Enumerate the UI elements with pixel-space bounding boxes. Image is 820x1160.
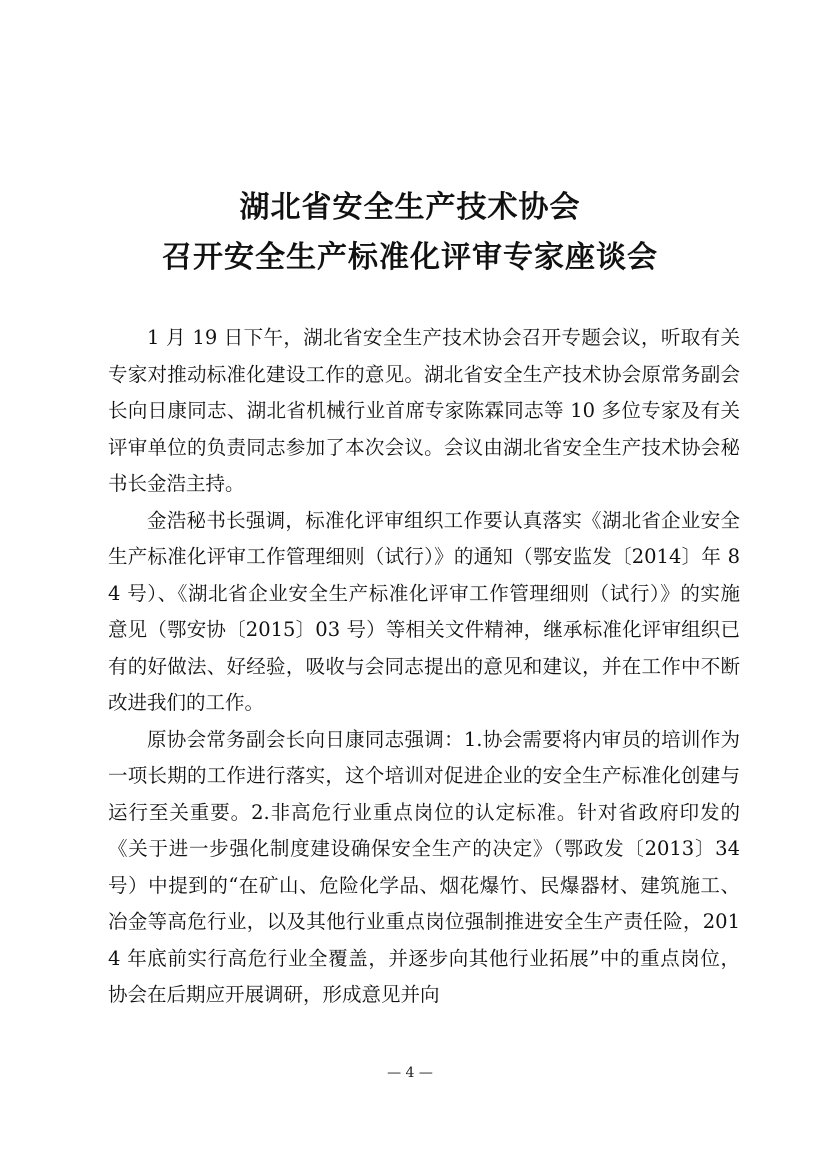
paragraph-1: 1 月 19 日下午，湖北省安全生产技术协会召开专题会议，听取有关专家对推动标准化建设工作的意见。湖北省安全生产技术协会原常务副会长向日康同志、湖北省机械行业首席专家陈霖同志等 10 多位专家及有关评审单位的负责同志参加了本次会议。会议由湖北省安全生产技术协会秘书长金浩主持。 (108, 326, 740, 495)
paragraph-3: 原协会常务副会长向日康同志强调：1.协会需要将内审员的培训作为一项长期的工作进行落实，这个培训对促进企业的安全生产标准化创建与运行至关重要。2.非高危行业重点岗位的认定标准。针对省政府印发的《关于进一步强化制度建设确保安全生产的决定》（鄂政发〔2013〕34 号）中提到的“在矿山、危险化学品、烟花爆竹、民爆器材、建筑施工、冶金等高危行业，以及其他行业重点岗位强制推进安全生产责任险，2014 年底前实行高危行业全覆盖，并逐步向其他行业拓展”中的重点岗位，协会在后期应开展调研，形成意见并向 (108, 727, 740, 1006)
title-line-1: 湖北省安全生产技术协会 (239, 190, 581, 225)
page-number: — 4 — (387, 1065, 433, 1081)
title-line-2: 召开安全生产标准化评审专家座谈会 (162, 240, 658, 275)
document-title (0, 183, 820, 283)
document-body (108, 320, 740, 1014)
paragraph-2: 金浩秘书长强调，标准化评审组织工作要认真落实《湖北省企业安全生产标准化评审工作管理细则（试行）》的通知（鄂安监发〔2014〕年 84 号）、《湖北省企业安全生产标准化评审工作管理细则（试行）》的实施意见（鄂安协〔2015〕03 号）等相关文件精神，继承标准化评审组织已有的好做法、好经验，吸收与会同志提出的意见和建议，并在工作中不断改进我们的工作。 (108, 508, 740, 714)
